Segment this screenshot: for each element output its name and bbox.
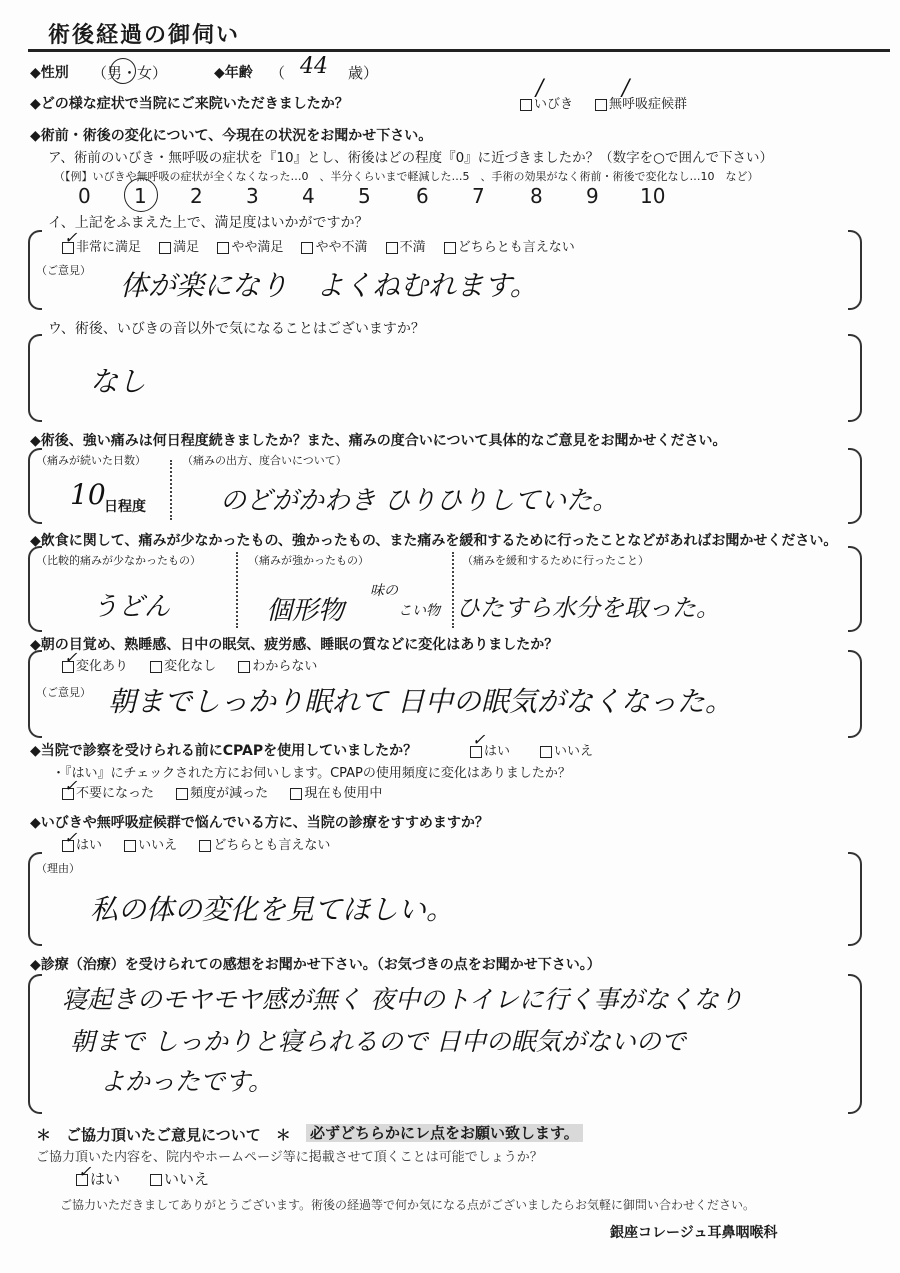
- gender-label: ◆性別: [30, 65, 69, 81]
- checkbox-icon: [520, 99, 532, 111]
- column-divider: [452, 552, 454, 628]
- checkbox-icon: [595, 99, 607, 111]
- column-divider: [236, 552, 238, 628]
- check-mark-icon: ✓: [472, 730, 486, 749]
- check-mark-icon: ✓: [64, 776, 78, 795]
- gender-male-circle: [110, 58, 136, 84]
- age-close: 歳）: [348, 64, 379, 82]
- bracket-left: [28, 334, 42, 422]
- scale-0[interactable]: 0: [78, 184, 91, 208]
- pain-question: ◆術後、強い痛みは何日程度続きましたか？また、痛みの度合いについて具体的なご意見をお聞かせください。: [30, 433, 727, 449]
- consent-question: ご協力頂いた内容を、院内やホームページ等に掲載させて頂くことは可能でしょうか？: [36, 1150, 543, 1165]
- check-mark-icon: /: [622, 76, 630, 101]
- check-mark-icon: ✓: [64, 228, 78, 247]
- recommend-option-neutral[interactable]: どちらとも言えない: [199, 838, 330, 853]
- u-answer[interactable]: なし: [90, 365, 147, 398]
- pain-days-unit: 日程度: [104, 499, 146, 515]
- food-relief-label: （痛みを緩和するために行ったこと）: [462, 554, 649, 567]
- bracket-right: [848, 230, 862, 310]
- change-u-question: ウ、術後、いびきの音以外で気になることはございますか？: [48, 321, 425, 337]
- cpap-option-reduced[interactable]: 頻度が減った: [176, 786, 268, 801]
- consent-yes-checkbox[interactable]: はい: [76, 1168, 120, 1189]
- cpap-followup: ・『はい』にチェックされた方にお伺いします。CPAPの使用頻度に変化はありましたか？: [52, 766, 571, 781]
- footer-highlight: 必ずどちらかにレ点をお願い致します。: [306, 1122, 583, 1143]
- scale-selected-circle: [124, 178, 158, 212]
- scale-5[interactable]: 5: [358, 184, 371, 208]
- morning-option-unchanged[interactable]: 変化なし: [150, 659, 216, 674]
- food-question: ◆飲食に関して、痛みが少なかったもの、強かったもの、また痛みを緩和するために行ったことなどがあればお聞かせください。: [30, 533, 838, 549]
- satisfaction-options: [62, 236, 575, 255]
- symptom-snoring-label: いびき: [534, 97, 574, 112]
- scale-2[interactable]: 2: [190, 184, 203, 208]
- morning-option-changed[interactable]: 変化あり: [62, 659, 128, 674]
- bracket-right: [848, 546, 862, 632]
- recommend-reason-label: （理由）: [36, 862, 80, 875]
- cpap-option-unneeded[interactable]: 不要になった: [62, 786, 154, 801]
- recommend-reason-answer[interactable]: 私の体の変化を見てほしい。: [90, 893, 455, 926]
- recommend-question: ◆いびきや無呼吸症候群で悩んでいる方に、当院の診療をすすめますか？: [30, 815, 489, 831]
- morning-option-unknown[interactable]: わからない: [238, 659, 317, 674]
- symptom-apnea-label: 無呼吸症候群: [609, 97, 688, 112]
- check-mark-icon: ✓: [78, 1162, 92, 1181]
- check-mark-icon: ✓: [64, 648, 78, 667]
- gender-options[interactable]: （男・女）: [92, 64, 168, 82]
- page-title: 術後経過の御伺い: [48, 23, 241, 48]
- food-strong-answer[interactable]: 個形物: [266, 596, 345, 626]
- age-label: ◆年齢: [214, 65, 253, 81]
- bracket-right: [848, 448, 862, 524]
- cpap-no-checkbox[interactable]: いいえ: [540, 740, 593, 759]
- scale-3[interactable]: 3: [246, 184, 259, 208]
- cpap-yes-checkbox[interactable]: はい: [470, 740, 510, 759]
- impression-question: ◆診療（治療）を受けられての感想をお聞かせ下さい。（お気づきの点をお聞かせ下さい。）: [30, 957, 601, 973]
- satisfaction-option-4[interactable]: やや不満: [301, 240, 367, 255]
- scale-6[interactable]: 6: [416, 184, 429, 208]
- bracket-right: [848, 852, 862, 946]
- check-mark-icon: ✓: [64, 828, 78, 847]
- satisfaction-option-1[interactable]: 非常に満足: [62, 240, 141, 255]
- food-strong-label: （痛みが強かったもの）: [248, 554, 369, 567]
- age-open: （: [270, 64, 286, 82]
- change-i-question: イ、上記をふまえた上で、満足度はいかがですか？: [48, 215, 369, 231]
- morning-opinion-label: （ご意見）: [36, 686, 91, 699]
- bracket-right: [848, 974, 862, 1114]
- cpap-question: ◆当院で診察を受けられる前にCPAPを使用していましたか？: [30, 743, 418, 759]
- scale-10[interactable]: 10: [640, 184, 666, 208]
- thanks-text: ご協力いただきましてありがとうございます。術後の経過等で何か気になる点がございましたらお気軽に御問い合わせください。: [60, 1198, 756, 1212]
- consent-no-checkbox[interactable]: いいえ: [150, 1168, 209, 1189]
- food-strong-note2[interactable]: こい物: [398, 603, 440, 619]
- impression-line-2[interactable]: 朝まで しっかりと寝られるので 日中の眠気がないので: [70, 1027, 686, 1056]
- cpap-option-using[interactable]: 現在も使用中: [290, 786, 382, 801]
- morning-options: [62, 655, 317, 674]
- change-a-question: ア、術前のいびき・無呼吸の症状を『10』とし、術後はどの程度『0』に近づきましたか？（数字を○で囲んで下さい）: [48, 150, 773, 166]
- satisfaction-option-5[interactable]: 不満: [386, 240, 426, 255]
- food-less-answer[interactable]: うどん: [92, 592, 171, 622]
- recommend-option-no[interactable]: いいえ: [124, 838, 177, 853]
- recommend-options: [62, 834, 330, 853]
- cpap-options: [62, 782, 382, 801]
- scale-4[interactable]: 4: [302, 184, 315, 208]
- satisfaction-option-2[interactable]: 満足: [159, 240, 199, 255]
- footer-note: ＊ ご協力頂いたご意見について ＊: [36, 1126, 291, 1144]
- impression-line-1[interactable]: 寝起きのモヤモヤ感が無く 夜中のトイレに行く事がなくなり: [62, 985, 744, 1014]
- satisfaction-option-3[interactable]: やや満足: [217, 240, 283, 255]
- opinion-label: （ご意見）: [36, 264, 91, 277]
- scale-8[interactable]: 8: [530, 184, 543, 208]
- bracket-left: [28, 974, 42, 1114]
- age-value[interactable]: 44: [300, 54, 328, 79]
- change-example: （【例】いびきや無呼吸の症状が全くなくなった…0 、半分くらいまで軽減した…5 、手術の効果がなく術前・術後で変化なし…10 など）: [54, 170, 759, 183]
- recommend-option-yes[interactable]: はい: [62, 838, 102, 853]
- food-less-label: （比較的痛みが少なかったもの）: [36, 554, 201, 567]
- scale-7[interactable]: 7: [472, 184, 485, 208]
- column-divider: [170, 460, 172, 520]
- scale-1[interactable]: 1: [134, 184, 147, 208]
- pain-detail-answer[interactable]: のどがかわき ひりひりしていた。: [220, 486, 619, 516]
- bracket-right: [848, 650, 862, 738]
- title-divider: [28, 49, 890, 52]
- pain-detail-label: （痛みの出方、度合いについて）: [182, 454, 347, 467]
- change-question: ◆術前・術後の変化について、今現在の状況をお聞かせ下さい。: [30, 128, 433, 144]
- check-mark-icon: /: [536, 76, 544, 101]
- symptom-apnea-checkbox[interactable]: [595, 93, 687, 112]
- scale-9[interactable]: 9: [586, 184, 599, 208]
- impression-line-3[interactable]: よかったです。: [100, 1067, 274, 1096]
- symptom-snoring-checkbox[interactable]: [520, 93, 573, 112]
- morning-question: ◆朝の目覚め、熟睡感、日中の眠気、疲労感、睡眠の質などに変化はありましたか？: [30, 637, 559, 653]
- morning-answer[interactable]: 朝までしっかり眠れて 日中の眠気がなくなった。: [108, 685, 733, 718]
- bracket-right: [848, 334, 862, 422]
- food-relief-answer[interactable]: ひたすら水分を取った。: [456, 594, 720, 622]
- clinic-name: 銀座コレージュ耳鼻咽喉科: [610, 1225, 778, 1241]
- food-strong-note1[interactable]: 味の: [370, 583, 398, 599]
- pain-days-label: （痛みが続いた日数）: [36, 454, 146, 467]
- satisfaction-option-6[interactable]: どちらとも言えない: [444, 240, 575, 255]
- pain-days-value[interactable]: 10: [70, 478, 106, 511]
- opinion-answer[interactable]: 体が楽になり よくねむれます。: [120, 269, 538, 302]
- symptoms-question: ◆どの様な症状で当院にご来院いただきましたか？: [30, 96, 349, 112]
